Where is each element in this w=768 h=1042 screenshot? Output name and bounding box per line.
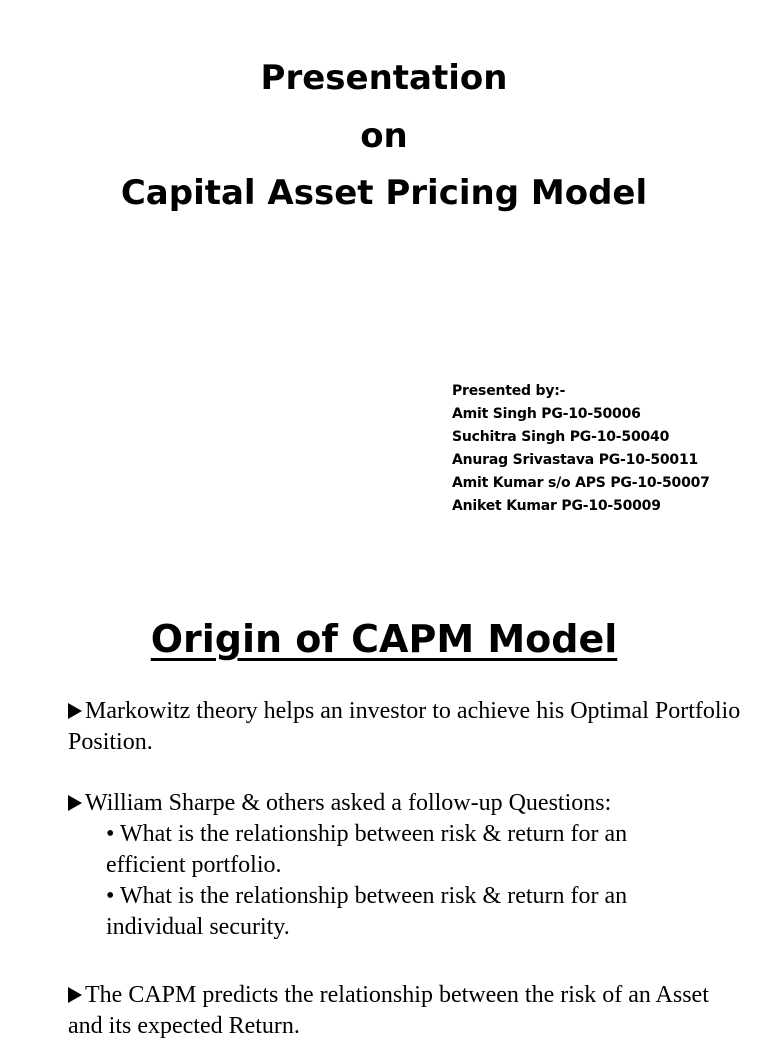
bullet-point bbox=[68, 696, 748, 758]
presenter-item: Anurag Srivastava PG-10-50011 bbox=[452, 452, 699, 468]
bullet-text: The CAPM predicts the relationship between the risk of an Asset and its expected Return. bbox=[68, 982, 709, 1039]
sub-bullet: • What is the relationship between risk & return for an efficient portfolio. bbox=[106, 821, 628, 878]
title-line-3: Capital Asset Pricing Model bbox=[120, 173, 648, 213]
presenter-item: Amit Singh PG-10-50006 bbox=[452, 406, 641, 422]
bullet-text: William Sharpe & others asked a follow-up Questions: bbox=[85, 790, 612, 816]
arrow-bullet-icon bbox=[68, 703, 82, 719]
bullet-text: Markowitz theory helps an investor to achieve his Optimal Portfolio Position. bbox=[68, 698, 741, 755]
arrow-bullet-icon bbox=[68, 987, 82, 1003]
bullet-point bbox=[68, 788, 748, 943]
presenters-block bbox=[452, 380, 762, 518]
title-line-1: Presentation bbox=[260, 58, 508, 98]
presenter-item: Suchitra Singh PG-10-50040 bbox=[452, 429, 670, 445]
sub-bullet: • What is the relationship between risk & return for an individual security. bbox=[106, 883, 628, 940]
presenter-item: Aniket Kumar PG-10-50009 bbox=[452, 498, 661, 514]
presenters-heading: Presented by:- bbox=[452, 383, 566, 399]
presenter-item: Amit Kumar s/o APS PG-10-50007 bbox=[452, 475, 710, 491]
slide-origin-of-capm bbox=[0, 560, 768, 1039]
title-line-2: on bbox=[360, 116, 408, 156]
bullet-point bbox=[68, 980, 748, 1042]
arrow-bullet-icon bbox=[68, 795, 82, 811]
slide-heading: Origin of CAPM Model bbox=[150, 617, 618, 661]
